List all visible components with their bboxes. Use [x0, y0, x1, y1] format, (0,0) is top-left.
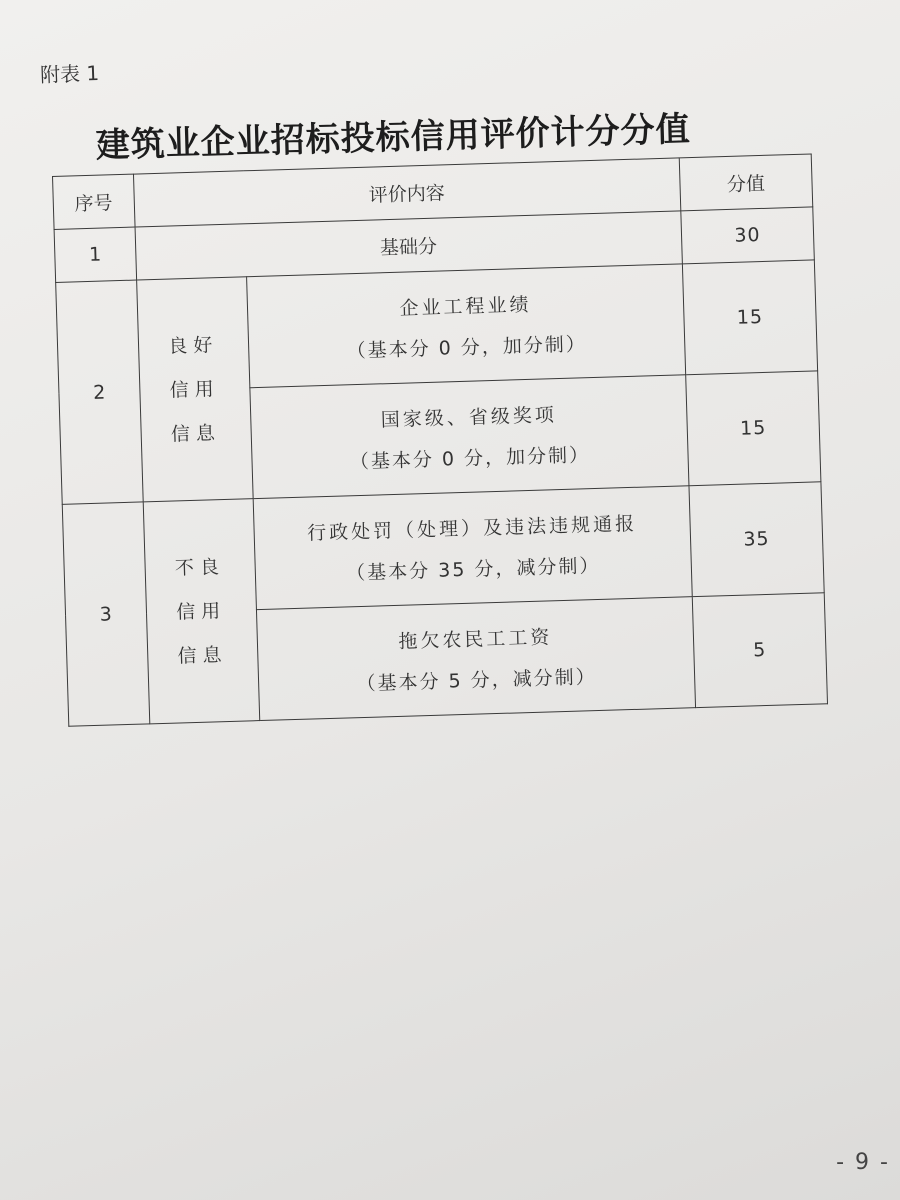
page-number: - 9 -	[836, 1150, 890, 1175]
item-cell	[253, 486, 692, 610]
appendix-label: 附表 1	[39, 60, 100, 88]
row-no: 1	[54, 227, 136, 282]
score-table-container	[52, 153, 828, 726]
item-cell	[257, 597, 696, 721]
document-title: 建筑业企业招标投标信用评价计分分值	[95, 109, 692, 166]
row-no: 2	[56, 280, 143, 504]
category-label: 不良信用信息	[174, 555, 228, 667]
row-no: 3	[62, 502, 149, 726]
item-name: 拖欠农民工工资	[398, 626, 553, 653]
item-rule: （基本分 0 分，加分制）	[349, 444, 591, 474]
row-score: 5	[692, 593, 827, 708]
item-rule: （基本分 35 分，减分制）	[345, 554, 601, 585]
category-cell	[143, 499, 260, 724]
item-cell	[247, 264, 686, 388]
header-no: 序号	[53, 174, 135, 229]
item-name: 企业工程业绩	[399, 293, 532, 320]
header-score: 分值	[679, 154, 813, 211]
item-name: 国家级、省级奖项	[380, 404, 558, 432]
item-name: 行政处罚（处理）及违法违规通报	[306, 512, 638, 545]
header-content: 评价内容	[133, 158, 681, 227]
row-score: 15	[682, 260, 817, 375]
row-score: 35	[689, 482, 824, 597]
score-table	[52, 153, 828, 726]
item-cell	[250, 375, 689, 499]
category-label: 良好信用信息	[168, 333, 222, 446]
row-score: 30	[681, 207, 815, 264]
category-cell	[136, 277, 253, 502]
item-rule: （基本分 0 分，加分制）	[346, 333, 588, 363]
row-score: 15	[686, 371, 821, 486]
base-score-label: 基础分	[135, 211, 683, 280]
item-rule: （基本分 5 分，减分制）	[356, 666, 597, 696]
